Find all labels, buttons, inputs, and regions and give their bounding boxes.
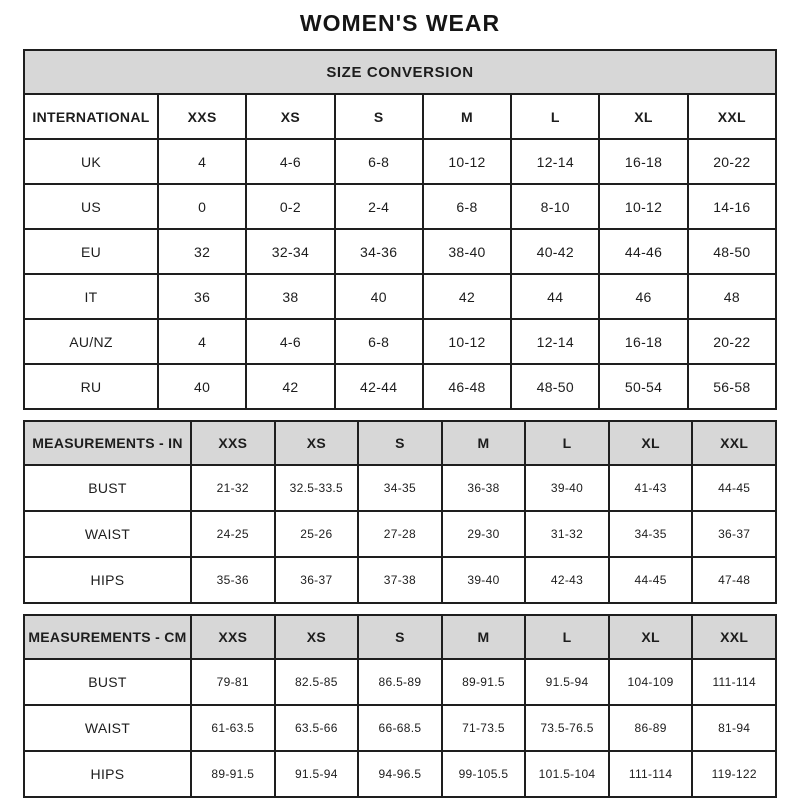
column-header-cell: XXL (692, 421, 776, 465)
value-cell: 82.5-85 (275, 659, 359, 705)
corner-header-cell: INTERNATIONAL (24, 94, 158, 139)
value-cell: 2-4 (335, 184, 423, 229)
column-header-cell: S (358, 421, 442, 465)
value-cell: 4 (158, 319, 246, 364)
value-cell: 56-58 (688, 364, 776, 409)
value-cell: 94-96.5 (358, 751, 442, 797)
value-cell: 6-8 (423, 184, 511, 229)
corner-header-cell: MEASUREMENTS - CM (24, 615, 191, 659)
value-cell: 24-25 (191, 511, 275, 557)
row-label: US (24, 184, 158, 229)
value-cell: 41-43 (609, 465, 693, 511)
row-label: HIPS (24, 751, 191, 797)
column-header-cell: S (358, 615, 442, 659)
value-cell: 20-22 (688, 139, 776, 184)
value-cell: 86-89 (609, 705, 693, 751)
value-cell: 10-12 (599, 184, 687, 229)
value-cell: 4 (158, 139, 246, 184)
value-cell: 10-12 (423, 139, 511, 184)
value-cell: 37-38 (358, 557, 442, 603)
value-cell: 8-10 (511, 184, 599, 229)
value-cell: 6-8 (335, 139, 423, 184)
value-cell: 36 (158, 274, 246, 319)
row-label: WAIST (24, 705, 191, 751)
value-cell: 31-32 (525, 511, 609, 557)
value-cell: 16-18 (599, 139, 687, 184)
value-cell: 73.5-76.5 (525, 705, 609, 751)
column-header-row (24, 94, 776, 139)
value-cell: 91.5-94 (275, 751, 359, 797)
table-row (24, 364, 776, 409)
value-cell: 42 (246, 364, 334, 409)
value-cell: 32 (158, 229, 246, 274)
value-cell: 48-50 (511, 364, 599, 409)
row-label: WAIST (24, 511, 191, 557)
column-header-cell: L (525, 615, 609, 659)
value-cell: 48-50 (688, 229, 776, 274)
value-cell: 119-122 (692, 751, 776, 797)
value-cell: 101.5-104 (525, 751, 609, 797)
column-header-cell: XXS (158, 94, 246, 139)
value-cell: 46-48 (423, 364, 511, 409)
column-header-row (24, 421, 776, 465)
row-label: BUST (24, 465, 191, 511)
size-conversion-title: SIZE CONVERSION (24, 50, 776, 94)
value-cell: 47-48 (692, 557, 776, 603)
value-cell: 35-36 (191, 557, 275, 603)
column-header-cell: XL (609, 421, 693, 465)
column-header-cell: XS (275, 615, 359, 659)
value-cell: 44-45 (609, 557, 693, 603)
table-row (24, 511, 776, 557)
value-cell: 99-105.5 (442, 751, 526, 797)
table-row (24, 465, 776, 511)
value-cell: 63.5-66 (275, 705, 359, 751)
row-label: HIPS (24, 557, 191, 603)
row-label: EU (24, 229, 158, 274)
column-header-cell: M (423, 94, 511, 139)
row-label: RU (24, 364, 158, 409)
value-cell: 39-40 (525, 465, 609, 511)
value-cell: 27-28 (358, 511, 442, 557)
value-cell: 25-26 (275, 511, 359, 557)
table-row (24, 139, 776, 184)
value-cell: 4-6 (246, 139, 334, 184)
value-cell: 34-35 (609, 511, 693, 557)
value-cell: 36-37 (275, 557, 359, 603)
value-cell: 89-91.5 (442, 659, 526, 705)
column-header-cell: XS (275, 421, 359, 465)
value-cell: 40 (158, 364, 246, 409)
value-cell: 38-40 (423, 229, 511, 274)
value-cell: 34-35 (358, 465, 442, 511)
column-header-cell: M (442, 615, 526, 659)
value-cell: 44-45 (692, 465, 776, 511)
value-cell: 34-36 (335, 229, 423, 274)
row-label: IT (24, 274, 158, 319)
measurements-cm-table (23, 614, 777, 798)
value-cell: 66-68.5 (358, 705, 442, 751)
value-cell: 111-114 (692, 659, 776, 705)
value-cell: 6-8 (335, 319, 423, 364)
value-cell: 81-94 (692, 705, 776, 751)
value-cell: 44-46 (599, 229, 687, 274)
table-row (24, 705, 776, 751)
value-cell: 38 (246, 274, 334, 319)
value-cell: 36-37 (692, 511, 776, 557)
value-cell: 32.5-33.5 (275, 465, 359, 511)
column-header-row (24, 615, 776, 659)
value-cell: 71-73.5 (442, 705, 526, 751)
size-conversion-table (23, 49, 777, 410)
value-cell: 12-14 (511, 139, 599, 184)
page-title: WOMEN'S WEAR (299, 10, 501, 36)
value-cell: 40 (335, 274, 423, 319)
value-cell: 44 (511, 274, 599, 319)
value-cell: 21-32 (191, 465, 275, 511)
column-header-cell: XL (609, 615, 693, 659)
column-header-cell: XS (246, 94, 334, 139)
value-cell: 12-14 (511, 319, 599, 364)
value-cell: 50-54 (599, 364, 687, 409)
value-cell: 0 (158, 184, 246, 229)
value-cell: 42-43 (525, 557, 609, 603)
value-cell: 111-114 (609, 751, 693, 797)
value-cell: 39-40 (442, 557, 526, 603)
column-header-cell: L (525, 421, 609, 465)
table-title-row (24, 50, 776, 94)
value-cell: 10-12 (423, 319, 511, 364)
column-header-cell: L (511, 94, 599, 139)
value-cell: 48 (688, 274, 776, 319)
table-row (24, 319, 776, 364)
table-row (24, 557, 776, 603)
row-label: AU/NZ (24, 319, 158, 364)
corner-header-cell: MEASUREMENTS - IN (24, 421, 191, 465)
value-cell: 61-63.5 (191, 705, 275, 751)
column-header-cell: XXS (191, 421, 275, 465)
table-row (24, 659, 776, 705)
row-label: UK (24, 139, 158, 184)
value-cell: 4-6 (246, 319, 334, 364)
table-row (24, 274, 776, 319)
column-header-cell: M (442, 421, 526, 465)
value-cell: 14-16 (688, 184, 776, 229)
column-header-cell: XXS (191, 615, 275, 659)
value-cell: 40-42 (511, 229, 599, 274)
value-cell: 36-38 (442, 465, 526, 511)
value-cell: 86.5-89 (358, 659, 442, 705)
value-cell: 46 (599, 274, 687, 319)
column-header-cell: XXL (692, 615, 776, 659)
value-cell: 79-81 (191, 659, 275, 705)
value-cell: 32-34 (246, 229, 334, 274)
table-row (24, 751, 776, 797)
value-cell: 91.5-94 (525, 659, 609, 705)
value-cell: 89-91.5 (191, 751, 275, 797)
value-cell: 29-30 (442, 511, 526, 557)
value-cell: 104-109 (609, 659, 693, 705)
column-header-cell: S (335, 94, 423, 139)
value-cell: 16-18 (599, 319, 687, 364)
table-row (24, 229, 776, 274)
value-cell: 42-44 (335, 364, 423, 409)
row-label: BUST (24, 659, 191, 705)
value-cell: 0-2 (246, 184, 334, 229)
measurements-in-table (23, 420, 777, 604)
column-header-cell: XXL (688, 94, 776, 139)
table-row (24, 184, 776, 229)
column-header-cell: XL (599, 94, 687, 139)
value-cell: 42 (423, 274, 511, 319)
value-cell: 20-22 (688, 319, 776, 364)
